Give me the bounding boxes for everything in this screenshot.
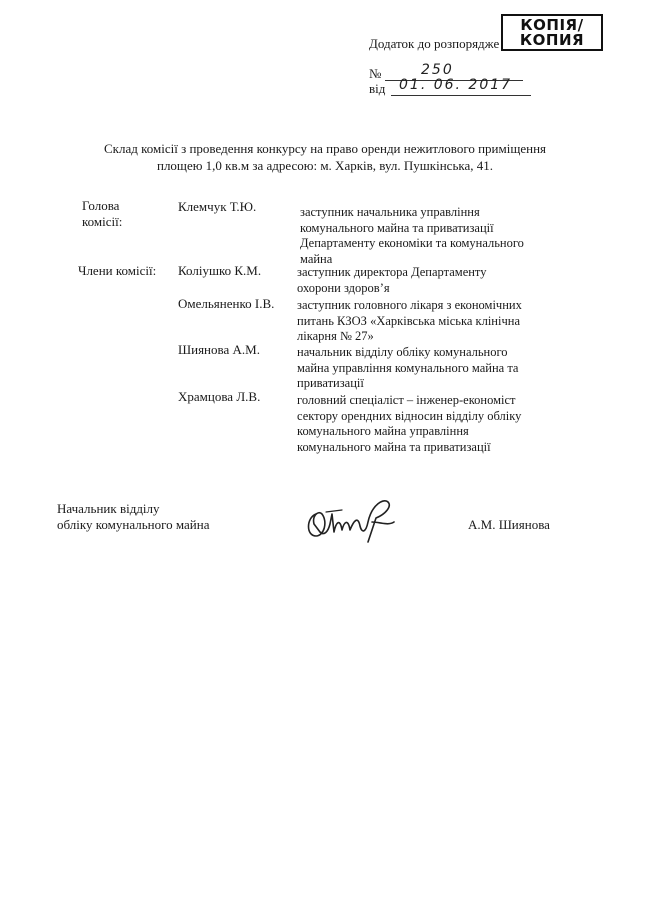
stamp-line-2: КОПИЯ xyxy=(519,31,585,49)
position-line: комунального майна та приватизації xyxy=(300,220,494,235)
position-line: заступник начальника управління xyxy=(300,205,480,219)
annex-label: Додаток до розпорядже xyxy=(369,36,500,51)
order-number: 250 xyxy=(421,62,454,78)
position-line: охорони здоров’я xyxy=(297,280,390,295)
signatory-position xyxy=(57,501,209,533)
member-position xyxy=(297,265,597,296)
chair-label xyxy=(82,198,122,230)
member-name: Шиянова А.М. xyxy=(178,342,260,357)
chair-name: Клемчук Т.Ю. xyxy=(178,199,257,214)
member-name: Храмцова Л.В. xyxy=(178,389,261,404)
position-line: Департаменту економіки та комунального xyxy=(300,236,524,250)
title-line-1: Склад комісії з проведення конкурсу на право оренди нежитлового приміщення xyxy=(103,141,547,156)
member-position xyxy=(297,345,597,392)
position-line: начальник відділу обліку комунального xyxy=(297,345,508,359)
chair-label-line-1: Голова xyxy=(82,198,120,213)
document-title xyxy=(60,140,590,174)
signatory-position-line-2: обліку комунального майна xyxy=(57,517,210,532)
date-underline xyxy=(391,95,531,96)
position-line: заступник головного лікаря з економічних xyxy=(297,298,522,312)
order-date-row xyxy=(369,77,513,97)
position-line: заступник директора Департаменту xyxy=(297,265,487,279)
position-line: комунального майна управління xyxy=(297,424,469,438)
title-line-2: площею 1,0 кв.м за адресою: м. Харків, вул. Пушкінська, 41. xyxy=(156,158,494,173)
signatory-name: А.М. Шиянова xyxy=(468,517,550,532)
member-position xyxy=(297,393,597,455)
copy-stamp xyxy=(501,14,603,51)
chair-position xyxy=(300,205,600,267)
position-line: приватизації xyxy=(297,376,364,390)
number-label: № xyxy=(369,66,382,81)
members-label: Члени комісії: xyxy=(78,263,157,278)
position-line: комунального майна та приватизації xyxy=(297,439,491,454)
position-line: майна управління комунального майна та xyxy=(297,360,519,375)
chair-label-line-2: комісії: xyxy=(82,214,123,229)
order-date: 01. 06. 2017 xyxy=(399,77,513,93)
member-name: Омельяненко І.В. xyxy=(178,296,275,311)
stamp-line-1: КОПІЯ/ xyxy=(520,16,584,34)
handwritten-signature xyxy=(302,492,412,552)
order-number-row xyxy=(369,62,454,82)
position-line: лікарня № 27» xyxy=(297,329,374,343)
member-position xyxy=(297,298,597,345)
date-label: від xyxy=(369,81,386,96)
position-line: майна xyxy=(300,251,333,266)
member-name: Коліушко К.М. xyxy=(178,263,262,278)
position-line: головний спеціаліст – інженер-економіст xyxy=(297,393,516,407)
signatory-position-line-1: Начальник відділу xyxy=(57,501,160,516)
position-line: сектору орендних відносин відділу обліку xyxy=(297,408,522,423)
position-line: питань КЗОЗ «Харківська міська клінічна xyxy=(297,313,520,328)
